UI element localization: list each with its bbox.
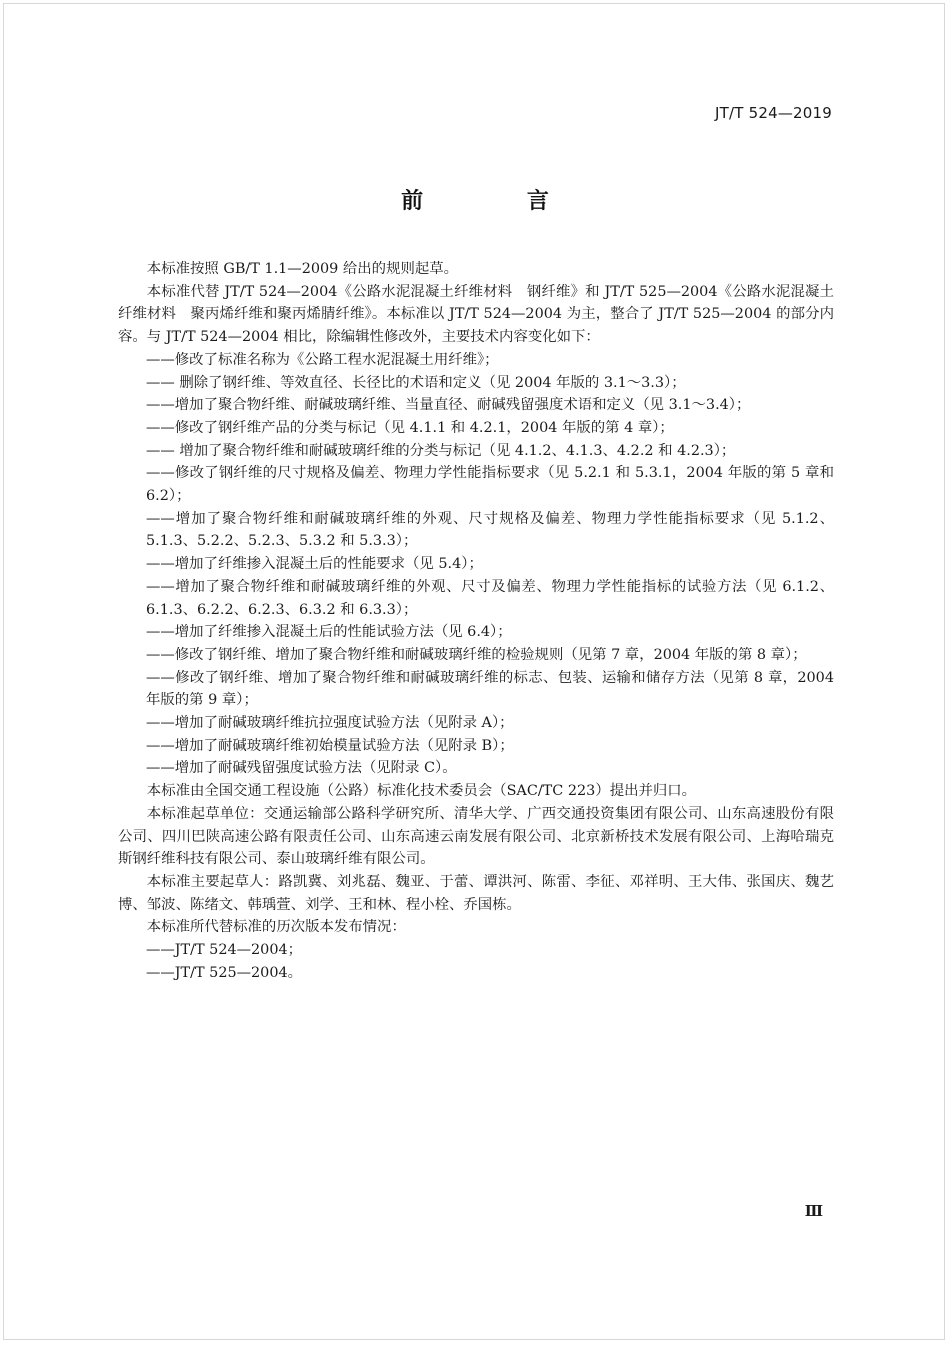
list-item: ——增加了耐碱残留强度试验方法（见附录 C）。 — [146, 760, 457, 777]
list-item: —— 增加了聚合物纤维和耐碱玻璃纤维的分类与标记（见 4.1.2、4.1.3、4.2.2 和 4.2.3）； — [146, 442, 736, 459]
page-number: Ⅲ — [804, 1202, 823, 1220]
list-item: ——增加了聚合物纤维和耐碱玻璃纤维的外观、尺寸规格及偏差、物理力学性能指标要求（见 5.1.2、5.1.3、5.2.2、5.2.3、5.3.2 和 5.3.3）； — [146, 510, 834, 550]
list-item: ——修改了钢纤维产品的分类与标记（见 4.1.1 和 4.2.1，2004 年版的第 4 章）； — [146, 419, 674, 436]
page-title: 前 言 — [401, 189, 597, 214]
list-item: ——增加了纤维掺入混凝土后的性能试验方法（见 6.4）； — [146, 624, 512, 641]
list-item: ——JT/T 525—2004。 — [146, 964, 303, 981]
list-item: ——增加了纤维掺入混凝土后的性能要求（见 5.4）； — [146, 556, 483, 573]
list-item: ——增加了聚合物纤维、耐碱玻璃纤维、当量直径、耐碱残留强度术语和定义（见 3.1～3.4）； — [146, 397, 751, 414]
list-item: ——增加了聚合物纤维和耐碱玻璃纤维的外观、尺寸及偏差、物理力学性能指标的试验方法（见 6.1.2、6.1.3、6.2.2、6.2.3、6.3.2 和 6.3.3）； — [146, 578, 834, 618]
paragraph-replacement: 本标准代替 JT/T 524—2004《公路水泥混凝土纤维材料 钢纤维》和 JT/T 525—2004《公路水泥混凝土纤维材料 聚丙烯纤维和聚丙烯腈纤维》。本标准以 JT/T 524—2004 为主，整合了 JT/T 525—2004 的部分内容。与 JT/T 524—2004 相比，除编辑性修改外，主要技术内容变化如下： — [118, 283, 834, 346]
list-item: ——增加了耐碱玻璃纤维初始模量试验方法（见附录 B）； — [146, 737, 514, 754]
list-item: ——修改了钢纤维、增加了聚合物纤维和耐碱玻璃纤维的检验规则（见第 7 章，2004 年版的第 8 章）； — [146, 646, 807, 663]
previous-versions-list — [118, 939, 834, 984]
list-item: ——修改了钢纤维的尺寸规格及偏差、物理力学性能指标要求（见 5.2.1 和 5.3.1，2004 年版的第 5 章和 6.2）； — [146, 465, 834, 505]
changes-list — [118, 349, 834, 780]
standard-code: JT/T 524—2019 — [715, 104, 832, 122]
list-item: —— 删除了钢纤维、等效直径、长径比的术语和定义（见 2004 年版的 3.1～3.3）； — [146, 374, 686, 391]
foreword-body — [118, 258, 834, 985]
paragraph-previous-versions: 本标准所代替标准的历次版本发布情况： — [146, 919, 406, 936]
paragraph-drafting-units: 本标准起草单位：交通运输部公路科学研究所、清华大学、广西交通投资集团有限公司、山东高速股份有限公司、四川巴陕高速公路有限责任公司、山东高速云南发展有限公司、北京新桥技术发展有限公司、上海哈瑞克斯钢纤维科技有限公司、泰山玻璃纤维有限公司。 — [118, 805, 834, 868]
paragraph-drafting-rules: 本标准按照 GB/T 1.1—2009 给出的规则起草。 — [146, 261, 459, 277]
paragraph-proposer: 本标准由全国交通工程设施（公路）标准化技术委员会（SAC/TC 223）提出并归口。 — [146, 783, 697, 800]
list-item: ——JT/T 524—2004； — [146, 942, 303, 959]
list-item: ——修改了钢纤维、增加了聚合物纤维和耐碱玻璃纤维的标志、包装、运输和储存方法（见第 8 章，2004 年版的第 9 章）； — [146, 669, 834, 709]
list-item: ——增加了耐碱玻璃纤维抗拉强度试验方法（见附录 A）； — [146, 715, 514, 732]
list-item: ——修改了标准名称为《公路工程水泥混凝土用纤维》； — [146, 351, 499, 368]
paragraph-drafters: 本标准主要起草人：路凯冀、刘兆磊、魏亚、于蕾、谭洪河、陈雷、李征、邓祥明、王大伟、张国庆、魏艺博、邹波、陈绪文、韩瑀萱、刘学、王和林、程小栓、乔国栋。 — [118, 873, 834, 913]
